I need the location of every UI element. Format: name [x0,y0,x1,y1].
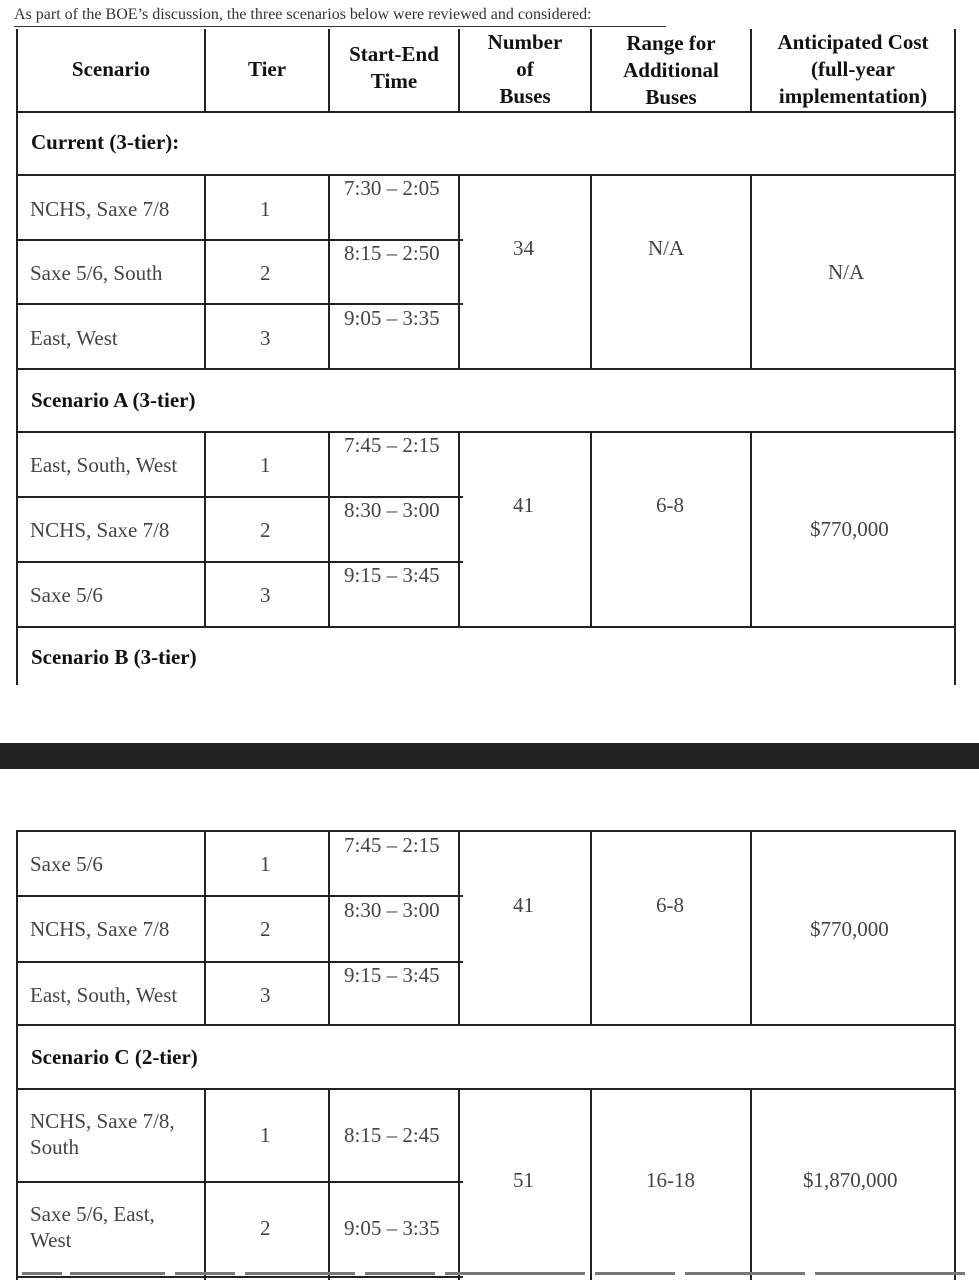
scenario-table-part-2 [16,830,956,1280]
header-range-line-2: Additional [623,58,719,82]
row-schools: Saxe 5/6, East, West [30,1202,155,1252]
section-title-scenario-c: Scenario C (2-tier) [31,1045,198,1069]
header-time-line-1: Start-End [349,42,439,66]
row-tier: 1 [260,1123,271,1147]
row-tier: 2 [260,261,271,285]
anticipated-cost: $1,870,000 [803,1168,898,1192]
row-schools: NCHS, Saxe 7/8, South [30,1109,175,1159]
row-schools: East, South, West [30,453,178,477]
bus-count: 51 [513,1168,534,1192]
header-cost-line-1: Anticipated Cost [777,30,929,54]
row-tier: 1 [260,852,271,876]
bus-count: 41 [513,893,534,917]
row-tier: 1 [260,453,271,477]
row-time: 8:15 – 2:50 [344,241,440,265]
row-schools: Saxe 5/6, South [30,261,163,285]
row-schools: Saxe 5/6 [30,583,103,607]
row-time: 8:15 – 2:45 [344,1123,440,1147]
header-range-line-1: Range for [626,31,716,55]
header-range-line-3: Buses [645,85,697,109]
row-tier: 3 [260,983,271,1007]
header-cost-line-3: implementation) [778,84,928,108]
bus-range: 6-8 [656,493,684,517]
row-schools: NCHS, Saxe 7/8 [30,917,170,941]
row-tier: 2 [260,1216,271,1240]
row-time: 7:45 – 2:15 [344,833,440,857]
anticipated-cost: N/A [828,260,865,284]
row-time: 9:15 – 3:45 [344,963,440,987]
header-time-line-2: Time [370,69,418,93]
intro-underline [14,26,666,27]
cut-off-text-strip [0,1272,979,1280]
header-scenario: Scenario [71,57,151,81]
scenario-table-part-1 [16,29,956,685]
header-buses-line-3: Buses [499,84,551,108]
bus-count: 41 [513,493,534,517]
row-schools: NCHS, Saxe 7/8 [30,518,170,542]
row-tier: 3 [260,326,271,350]
row-time: 9:05 – 3:35 [344,1216,440,1240]
bus-range: 6-8 [656,893,684,917]
anticipated-cost: $770,000 [810,517,889,541]
row-tier: 2 [260,518,271,542]
header-range [592,30,750,111]
bus-range: N/A [648,236,685,260]
row-schools: East, South, West [30,983,178,1007]
header-time [330,41,458,95]
section-title-scenario-b: Scenario B (3-tier) [31,645,197,669]
section-title-current: Current (3-tier): [31,130,180,154]
row-tier: 3 [260,583,271,607]
row-schools: Saxe 5/6 [30,852,103,876]
anticipated-cost: $770,000 [810,917,889,941]
page-break-bar [0,743,979,769]
row-time: 8:30 – 3:00 [344,898,440,922]
section-title-scenario-a: Scenario A (3-tier) [31,388,196,412]
header-cost [752,29,954,110]
row-time: 9:15 – 3:45 [344,563,440,587]
header-cost-line-2: (full-year [811,57,895,81]
row-schools: East, West [30,326,118,350]
row-time: 9:05 – 3:35 [344,306,440,330]
header-buses-line-1: Number [487,30,563,54]
row-time: 7:45 – 2:15 [344,433,440,457]
bus-count: 34 [513,236,534,260]
header-tier: Tier [247,57,287,81]
row-schools: NCHS, Saxe 7/8 [30,197,170,221]
row-tier: 1 [260,197,271,221]
bus-range: 16-18 [646,1168,695,1192]
header-buses-line-2: of [516,57,534,81]
row-tier: 2 [260,917,271,941]
header-buses [460,29,590,110]
row-time: 8:30 – 3:00 [344,498,440,522]
intro-text: As part of the BOE’s discussion, the three scenarios below were reviewed and considered: [14,6,592,23]
row-time: 7:30 – 2:05 [344,176,440,200]
